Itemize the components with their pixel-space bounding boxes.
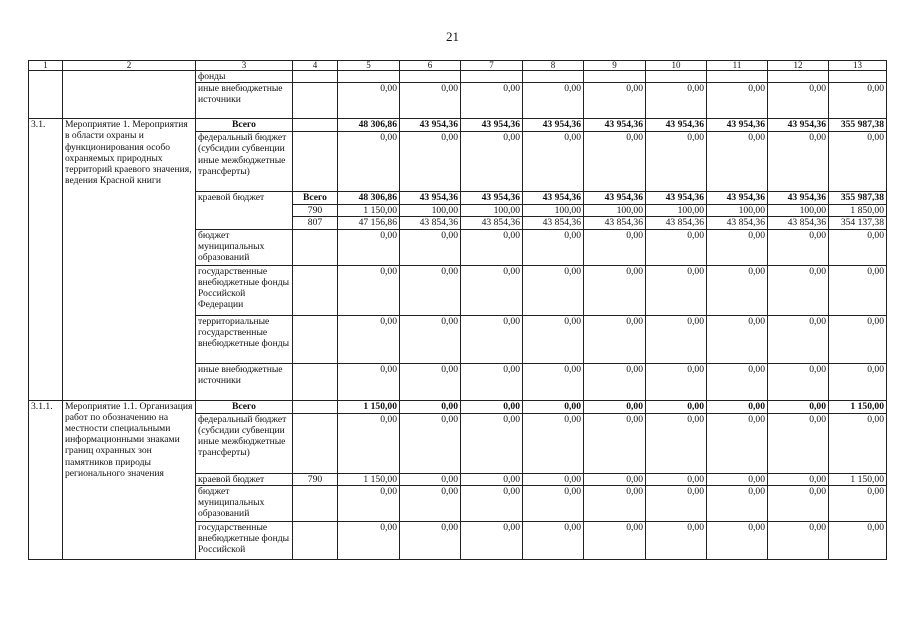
- value-cell: 0,00: [400, 229, 461, 265]
- value-cell: 100,00: [523, 205, 584, 217]
- source-cell: краевой бюджет: [196, 192, 293, 229]
- measure-name-cell: Мероприятие 1. Мероприятия в области охраны и функционирования особо охраняемых природных территорий краевого значения, ведения Красной книги: [63, 119, 196, 400]
- value-cell: 0,00: [829, 132, 887, 192]
- value-cell: 43 954,36: [646, 192, 707, 205]
- value-cell: 43 954,36: [461, 119, 523, 132]
- value-cell: 0,00: [461, 132, 523, 192]
- value-cell: 0,00: [523, 400, 584, 413]
- value-cell: 100,00: [646, 205, 707, 217]
- value-cell: 0,00: [400, 413, 461, 473]
- value-cell: [829, 71, 887, 83]
- value-cell: 0,00: [523, 485, 584, 521]
- value-cell: 1 150,00: [338, 400, 400, 413]
- value-cell: 0,00: [768, 132, 829, 192]
- value-cell: 0,00: [338, 363, 400, 400]
- value-cell: 0,00: [829, 265, 887, 315]
- value-cell: 0,00: [768, 473, 829, 485]
- value-cell: 0,00: [829, 315, 887, 363]
- column-header: 7: [461, 61, 523, 71]
- value-cell: 100,00: [400, 205, 461, 217]
- value-cell: 0,00: [338, 132, 400, 192]
- column-header: 3: [196, 61, 293, 71]
- value-cell: 0,00: [523, 521, 584, 559]
- value-cell: 0,00: [584, 521, 646, 559]
- column-header: 9: [584, 61, 646, 71]
- value-cell: 0,00: [400, 363, 461, 400]
- column-header: 5: [338, 61, 400, 71]
- value-cell: [768, 71, 829, 83]
- value-cell: 43 854,36: [646, 217, 707, 229]
- value-cell: 0,00: [768, 265, 829, 315]
- value-cell: 43 854,36: [707, 217, 768, 229]
- value-cell: [338, 71, 400, 83]
- value-cell: 0,00: [400, 521, 461, 559]
- table-row: [29, 400, 887, 413]
- source-cell: федеральный бюджет (субсидии субвенции иные межбюджетные трансферты): [196, 413, 293, 473]
- grbs-cell: [293, 485, 338, 521]
- value-cell: 0,00: [523, 83, 584, 119]
- value-cell: 0,00: [768, 363, 829, 400]
- value-cell: 100,00: [461, 205, 523, 217]
- value-cell: 43 954,36: [707, 119, 768, 132]
- value-cell: 0,00: [646, 315, 707, 363]
- value-cell: 0,00: [461, 485, 523, 521]
- value-cell: 0,00: [523, 265, 584, 315]
- column-header-row: [29, 61, 887, 71]
- column-header: 13: [829, 61, 887, 71]
- value-cell: 0,00: [829, 363, 887, 400]
- value-cell: 0,00: [461, 315, 523, 363]
- value-cell: 0,00: [461, 363, 523, 400]
- value-cell: 0,00: [338, 521, 400, 559]
- value-cell: 0,00: [646, 132, 707, 192]
- value-cell: 0,00: [707, 485, 768, 521]
- value-cell: 0,00: [646, 413, 707, 473]
- table-row: [29, 71, 887, 83]
- value-cell: 0,00: [707, 83, 768, 119]
- source-cell: бюджет муниципальных образований: [196, 485, 293, 521]
- grbs-cell: 790: [293, 205, 338, 217]
- value-cell: 100,00: [584, 205, 646, 217]
- value-cell: 43 954,36: [400, 119, 461, 132]
- value-cell: 354 137,38: [829, 217, 887, 229]
- value-cell: 0,00: [338, 485, 400, 521]
- value-cell: 43 854,36: [584, 217, 646, 229]
- value-cell: 0,00: [523, 363, 584, 400]
- value-cell: [646, 71, 707, 83]
- value-cell: 43 954,36: [461, 192, 523, 205]
- grbs-cell: [293, 83, 338, 119]
- source-cell: Всего: [196, 400, 293, 413]
- value-cell: 43 954,36: [523, 192, 584, 205]
- value-cell: 0,00: [338, 83, 400, 119]
- grbs-cell: [293, 229, 338, 265]
- value-cell: 0,00: [338, 229, 400, 265]
- value-cell: 43 854,36: [461, 217, 523, 229]
- value-cell: 0,00: [829, 521, 887, 559]
- value-cell: 0,00: [707, 132, 768, 192]
- source-cell: фонды: [196, 71, 293, 83]
- measure-name-cell: Мероприятие 1.1. Организация работ по обозначению на местности специальными информационными знаками границ охранных зон памятников природы регионального значения: [63, 400, 196, 559]
- value-cell: 0,00: [768, 400, 829, 413]
- value-cell: 0,00: [400, 473, 461, 485]
- source-cell: бюджет муниципальных образований: [196, 229, 293, 265]
- value-cell: 43 954,36: [400, 192, 461, 205]
- value-cell: 0,00: [646, 229, 707, 265]
- source-cell: территориальные государственные внебюджетные фонды: [196, 315, 293, 363]
- grbs-cell: [293, 119, 338, 132]
- value-cell: 100,00: [768, 205, 829, 217]
- value-cell: 0,00: [646, 265, 707, 315]
- value-cell: [707, 71, 768, 83]
- value-cell: 0,00: [768, 485, 829, 521]
- column-header: 12: [768, 61, 829, 71]
- value-cell: 0,00: [829, 413, 887, 473]
- value-cell: 48 306,86: [338, 119, 400, 132]
- value-cell: 0,00: [768, 315, 829, 363]
- value-cell: 0,00: [523, 413, 584, 473]
- value-cell: 0,00: [768, 229, 829, 265]
- value-cell: 43 954,36: [768, 119, 829, 132]
- value-cell: 0,00: [707, 229, 768, 265]
- column-header: 11: [707, 61, 768, 71]
- source-cell: иные внебюджетные источники: [196, 363, 293, 400]
- column-header: 6: [400, 61, 461, 71]
- code-cell: 3.1.: [29, 119, 63, 400]
- column-header: 4: [293, 61, 338, 71]
- grbs-cell: [293, 363, 338, 400]
- value-cell: 1 150,00: [338, 473, 400, 485]
- column-header: 10: [646, 61, 707, 71]
- value-cell: [584, 71, 646, 83]
- value-cell: 100,00: [707, 205, 768, 217]
- grbs-cell: [293, 413, 338, 473]
- value-cell: 43 854,36: [400, 217, 461, 229]
- value-cell: 0,00: [646, 473, 707, 485]
- value-cell: 0,00: [461, 413, 523, 473]
- value-cell: 0,00: [707, 265, 768, 315]
- value-cell: [461, 71, 523, 83]
- value-cell: 0,00: [584, 485, 646, 521]
- value-cell: 0,00: [338, 413, 400, 473]
- value-cell: 48 306,86: [338, 192, 400, 205]
- column-header: 1: [29, 61, 63, 71]
- value-cell: 0,00: [829, 229, 887, 265]
- value-cell: 0,00: [768, 413, 829, 473]
- value-cell: 0,00: [523, 229, 584, 265]
- source-cell: иные внебюджетные источники: [196, 83, 293, 119]
- value-cell: 1 150,00: [829, 400, 887, 413]
- value-cell: 0,00: [461, 229, 523, 265]
- value-cell: 0,00: [584, 363, 646, 400]
- column-header: 2: [63, 61, 196, 71]
- value-cell: 43 954,36: [584, 119, 646, 132]
- value-cell: 0,00: [523, 315, 584, 363]
- source-cell: краевой бюджет: [196, 473, 293, 485]
- value-cell: 0,00: [646, 485, 707, 521]
- code-cell: [29, 71, 63, 119]
- value-cell: 43 954,36: [646, 119, 707, 132]
- value-cell: 0,00: [584, 473, 646, 485]
- value-cell: 43 954,36: [707, 192, 768, 205]
- value-cell: 0,00: [646, 363, 707, 400]
- value-cell: 0,00: [461, 521, 523, 559]
- value-cell: 1 150,00: [829, 473, 887, 485]
- value-cell: 0,00: [707, 413, 768, 473]
- value-cell: 47 156,86: [338, 217, 400, 229]
- value-cell: 1 150,00: [338, 205, 400, 217]
- value-cell: 0,00: [584, 400, 646, 413]
- source-cell: Всего: [196, 119, 293, 132]
- value-cell: 0,00: [584, 83, 646, 119]
- table-row: [29, 119, 887, 132]
- grbs-cell: 790: [293, 473, 338, 485]
- value-cell: 0,00: [523, 473, 584, 485]
- value-cell: 355 987,38: [829, 119, 887, 132]
- value-cell: 0,00: [707, 315, 768, 363]
- value-cell: 355 987,38: [829, 192, 887, 205]
- budget-table: [28, 60, 887, 560]
- value-cell: 0,00: [461, 83, 523, 119]
- column-header: 8: [523, 61, 584, 71]
- page-number: 21: [446, 29, 459, 44]
- value-cell: 43 954,36: [523, 119, 584, 132]
- value-cell: 0,00: [461, 473, 523, 485]
- source-cell: государственные внебюджетные фонды Российской Федерации: [196, 265, 293, 315]
- value-cell: 0,00: [829, 83, 887, 119]
- value-cell: 0,00: [646, 400, 707, 413]
- code-cell: 3.1.1.: [29, 400, 63, 559]
- value-cell: 43 954,36: [768, 192, 829, 205]
- value-cell: 0,00: [646, 521, 707, 559]
- measure-name-cell: [63, 71, 196, 119]
- grbs-cell: [293, 132, 338, 192]
- grbs-cell: [293, 265, 338, 315]
- value-cell: 0,00: [584, 315, 646, 363]
- value-cell: 0,00: [829, 485, 887, 521]
- value-cell: 0,00: [400, 83, 461, 119]
- value-cell: 0,00: [400, 400, 461, 413]
- value-cell: 0,00: [707, 521, 768, 559]
- grbs-cell: 807: [293, 217, 338, 229]
- value-cell: 43 854,36: [768, 217, 829, 229]
- value-cell: 0,00: [646, 83, 707, 119]
- source-cell: федеральный бюджет (субсидии субвенции иные межбюджетные трансферты): [196, 132, 293, 192]
- value-cell: 0,00: [768, 521, 829, 559]
- grbs-cell: [293, 521, 338, 559]
- source-cell: государственные внебюджетные фонды Российской: [196, 521, 293, 559]
- value-cell: 0,00: [707, 400, 768, 413]
- value-cell: 0,00: [400, 132, 461, 192]
- value-cell: 0,00: [338, 265, 400, 315]
- value-cell: [523, 71, 584, 83]
- value-cell: 0,00: [584, 229, 646, 265]
- grbs-cell: [293, 400, 338, 413]
- value-cell: 0,00: [400, 485, 461, 521]
- value-cell: 0,00: [400, 265, 461, 315]
- value-cell: 0,00: [707, 473, 768, 485]
- value-cell: 1 850,00: [829, 205, 887, 217]
- value-cell: 0,00: [584, 413, 646, 473]
- value-cell: 0,00: [768, 83, 829, 119]
- value-cell: 43 854,36: [523, 217, 584, 229]
- grbs-cell: [293, 71, 338, 83]
- value-cell: 0,00: [523, 132, 584, 192]
- value-cell: 0,00: [707, 363, 768, 400]
- value-cell: 0,00: [400, 315, 461, 363]
- grbs-cell: [293, 315, 338, 363]
- value-cell: 0,00: [461, 400, 523, 413]
- value-cell: [400, 71, 461, 83]
- grbs-cell: Всего: [293, 192, 338, 205]
- value-cell: 0,00: [338, 315, 400, 363]
- value-cell: 43 954,36: [584, 192, 646, 205]
- value-cell: 0,00: [584, 132, 646, 192]
- value-cell: 0,00: [461, 265, 523, 315]
- value-cell: 0,00: [584, 265, 646, 315]
